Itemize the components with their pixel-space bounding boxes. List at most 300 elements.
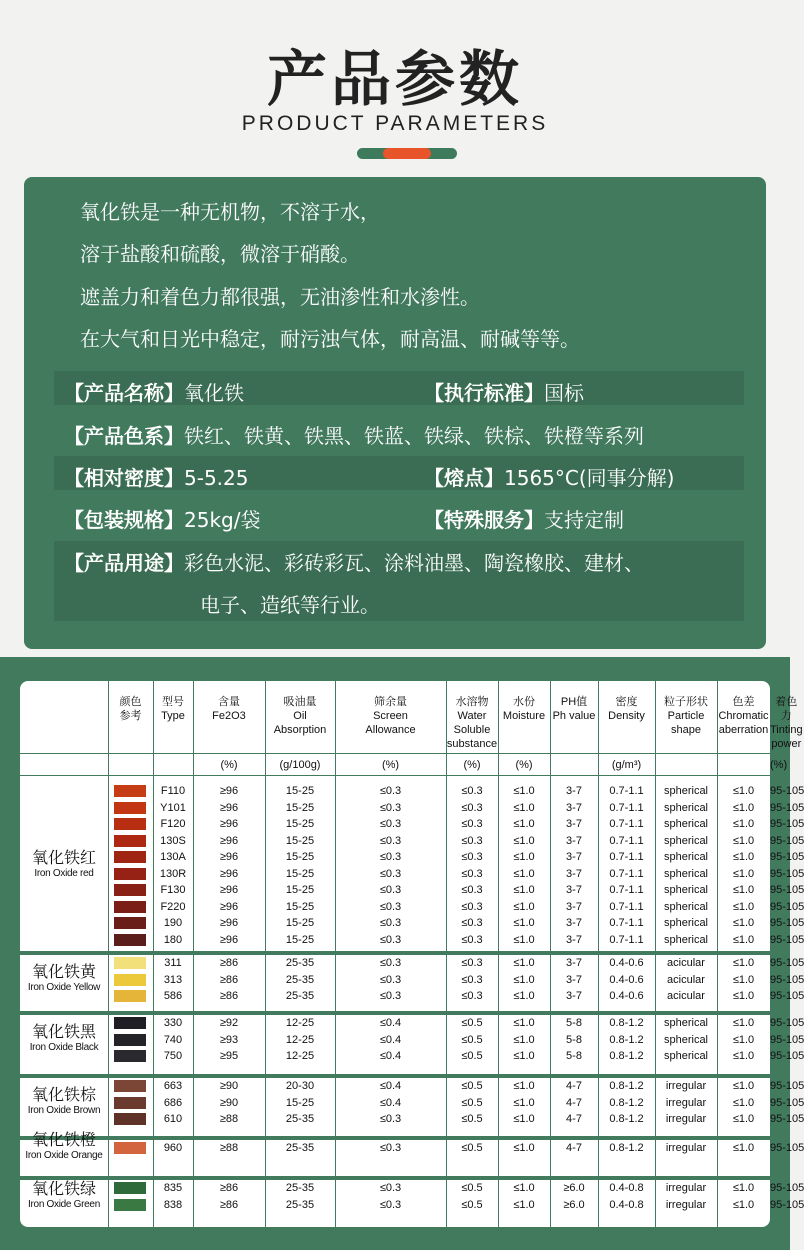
color-swatch xyxy=(114,934,146,946)
color-swatch xyxy=(114,802,146,814)
table-cell: 5-8 xyxy=(566,1050,582,1062)
table-cell: ≥92 xyxy=(219,1017,239,1029)
table-cell: ≥86 xyxy=(219,990,239,1002)
table-cell: 0.4-0.6 xyxy=(609,957,644,969)
table-cell: 95-105 xyxy=(770,851,804,863)
table-cell: ≥6.0 xyxy=(563,1198,585,1211)
table-cell: F130 xyxy=(160,884,186,896)
table-cell: 95-105 xyxy=(770,867,804,880)
unit-cell: (g/m³) xyxy=(611,759,642,771)
table-cell: 3-7 xyxy=(566,900,582,913)
color-swatch xyxy=(114,835,146,847)
column-header: 色差 Chromatic aberration xyxy=(718,696,769,736)
table-cell: ≤1.0 xyxy=(732,785,755,797)
spec-melting xyxy=(424,462,674,491)
table-cell: 15-25 xyxy=(285,933,315,946)
spec-value: 铁红、铁黄、铁黑、铁蓝、铁绿、铁棕、铁橙等系列 xyxy=(184,424,644,448)
table-cell: 0.8-1.2 xyxy=(609,1017,644,1029)
table-cell: ≤0.3 xyxy=(379,851,402,863)
table-cell: 3-7 xyxy=(566,834,582,847)
table-cell: ≥96 xyxy=(219,785,239,797)
table-cell: 663 xyxy=(163,1080,183,1092)
intro-line: 遮盖力和着色力都很强，无油渗性和水渗性。 xyxy=(80,285,480,309)
color-swatch xyxy=(114,901,146,913)
table-cell: ≤1.0 xyxy=(513,884,535,896)
table-cell: ≥86 xyxy=(219,957,239,969)
table-cell: 95-105 xyxy=(770,1198,804,1211)
column-header: 型号 Type xyxy=(161,696,185,722)
group-name xyxy=(20,1130,108,1162)
table-cell: 95-105 xyxy=(770,973,804,986)
table-cell: ≤1.0 xyxy=(732,917,755,929)
table-cell: acicular xyxy=(667,973,705,986)
table-cell: ≤0.3 xyxy=(461,867,483,880)
table-cell: ≤1.0 xyxy=(732,1033,755,1046)
table-cell: 0.7-1.1 xyxy=(609,801,644,814)
group-name-en: Iron Oxide Yellow xyxy=(27,981,101,993)
table-cell: ≥96 xyxy=(219,801,239,814)
table-cell: 25-35 xyxy=(285,990,315,1002)
table-cell: 0.4-0.8 xyxy=(609,1182,644,1194)
spec-label: 【熔点】 xyxy=(424,466,504,490)
table-cell: ≤1.0 xyxy=(732,867,755,880)
table-cell: 0.7-1.1 xyxy=(609,867,644,880)
table-cell: ≤0.3 xyxy=(379,801,402,814)
table-cell: ≤0.3 xyxy=(379,990,402,1002)
table-cell: ≤1.0 xyxy=(732,884,755,896)
table-cell: ≤1.0 xyxy=(513,900,535,913)
table-cell: 0.7-1.1 xyxy=(609,900,644,913)
table-cell: 311 xyxy=(164,957,182,969)
table-cell: ≤0.3 xyxy=(461,785,483,797)
table-cell: ≥96 xyxy=(219,884,239,896)
table-cell: ≥96 xyxy=(219,900,239,913)
color-swatch xyxy=(114,1182,146,1194)
spec-label: 【包装规格】 xyxy=(64,508,184,532)
table-cell: ≤0.3 xyxy=(461,933,483,946)
table-cell: ≤0.5 xyxy=(461,1198,483,1211)
unit-cell: (%) xyxy=(463,759,481,771)
table-cell: 12-25 xyxy=(285,1017,315,1029)
table-cell: 0.4-0.8 xyxy=(609,1198,644,1211)
table-cell: 95-105 xyxy=(770,801,804,814)
spec-value: 5-5.25 xyxy=(184,466,249,490)
spec-value: 支持定制 xyxy=(544,508,624,532)
table-cell: ≤1.0 xyxy=(513,917,535,929)
spec-value: 25kg/袋 xyxy=(184,508,261,532)
group-name-en: Iron Oxide Black xyxy=(29,1041,99,1053)
group-name-en: Iron Oxide Brown xyxy=(27,1104,101,1116)
color-swatch xyxy=(114,990,146,1002)
table-cell: 190 xyxy=(163,917,183,929)
table-cell: 835 xyxy=(163,1182,183,1194)
table-cell: ≤1.0 xyxy=(513,818,535,830)
table-cell: 95-105 xyxy=(770,1096,804,1109)
color-swatch xyxy=(114,818,146,830)
table-cell: ≤1.0 xyxy=(732,1113,755,1125)
table-cell: 95-105 xyxy=(770,1017,804,1029)
unit-cell: (%) xyxy=(220,759,238,771)
color-swatch xyxy=(114,1017,146,1029)
spec-value: 彩色水泥、彩砖彩瓦、涂料油墨、陶瓷橡胶、建材、 xyxy=(184,551,644,575)
table-cell: 15-25 xyxy=(285,884,315,896)
table-cell: ≤1.0 xyxy=(513,785,535,797)
title-decoration xyxy=(357,148,457,159)
table-cell: ≤1.0 xyxy=(732,834,755,847)
table-cell: 0.7-1.1 xyxy=(609,851,644,863)
table-cell: ≤1.0 xyxy=(732,900,755,913)
table-cell: 25-35 xyxy=(285,1198,315,1211)
table-cell: ≤1.0 xyxy=(732,1017,755,1029)
table-section xyxy=(0,657,804,1250)
table-cell: spherical xyxy=(663,867,709,880)
table-cell: ≤0.3 xyxy=(379,884,402,896)
table-cell: ≤0.3 xyxy=(379,973,402,986)
table-cell: acicular xyxy=(667,957,705,969)
table-cell: ≥95 xyxy=(219,1050,239,1062)
table-cell: 3-7 xyxy=(566,867,582,880)
table-cell: spherical xyxy=(663,1033,709,1046)
group-name-cn: 氧化铁绿 xyxy=(31,1178,96,1198)
table-cell: 0.4-0.6 xyxy=(609,973,644,986)
table-cell: ≤0.3 xyxy=(379,933,402,946)
table-cell: irregular xyxy=(665,1142,707,1154)
table-cell: ≤0.3 xyxy=(461,917,483,929)
group-name-cn: 氧化铁橙 xyxy=(31,1130,96,1150)
table-cell: 12-25 xyxy=(285,1033,315,1046)
table-cell: F220 xyxy=(160,900,186,913)
table-cell: ≤1.0 xyxy=(732,973,755,986)
table-cell: ≤0.3 xyxy=(379,834,402,847)
color-swatch xyxy=(114,1080,146,1092)
table-cell: ≤0.3 xyxy=(461,801,483,814)
table-cell: 95-105 xyxy=(770,1182,804,1194)
table-cell: Y101 xyxy=(160,801,186,814)
info-card xyxy=(24,177,766,649)
table-cell: ≤0.5 xyxy=(461,1050,483,1062)
table-cell: 3-7 xyxy=(566,957,582,969)
row-divider xyxy=(20,753,770,754)
table-cell: 15-25 xyxy=(285,801,315,814)
spec-label: 【执行标准】 xyxy=(424,381,544,405)
group-name xyxy=(20,848,108,880)
table-cell: ≤0.5 xyxy=(461,1142,483,1154)
table-cell: 15-25 xyxy=(285,867,315,880)
table-cell: ≤0.3 xyxy=(379,1182,402,1194)
column-header: 着色力 Tinting power xyxy=(770,696,803,750)
table-cell: spherical xyxy=(663,818,709,830)
table-cell: 25-35 xyxy=(285,1113,315,1125)
table-cell: 5-8 xyxy=(566,1033,582,1046)
color-swatch xyxy=(114,1142,146,1154)
table-cell: ≥86 xyxy=(219,973,239,986)
table-cell: spherical xyxy=(663,801,709,814)
table-cell: 15-25 xyxy=(285,851,315,863)
table-cell: ≤1.0 xyxy=(513,1080,535,1092)
table-cell: ≤1.0 xyxy=(732,818,755,830)
group-name xyxy=(20,1179,108,1211)
intro-line: 溶于盐酸和硫酸，微溶于硝酸。 xyxy=(80,242,360,266)
table-cell: 25-35 xyxy=(285,973,315,986)
table-cell: irregular xyxy=(665,1080,707,1092)
table-cell: 15-25 xyxy=(285,818,315,830)
group-name-cn: 氧化铁棕 xyxy=(31,1084,96,1104)
group-name-en: Iron Oxide Green xyxy=(28,1198,100,1210)
table-cell: ≥88 xyxy=(219,1113,239,1125)
table-cell: ≤1.0 xyxy=(732,1198,755,1211)
table-cell: ≤0.3 xyxy=(379,818,402,830)
page-subtitle: PRODUCT PARAMETERS xyxy=(241,112,549,135)
spec-density xyxy=(64,462,248,491)
column-header: 筛余量 Screen Allowance xyxy=(365,696,416,736)
column-header: 含量 Fe2O3 xyxy=(212,696,246,722)
table-cell: 3-7 xyxy=(566,818,582,830)
table-cell: 95-105 xyxy=(770,1050,804,1062)
column-header: 粒子形状 Particle shape xyxy=(664,696,708,736)
table-cell: 0.7-1.1 xyxy=(609,884,644,896)
table-cell: acicular xyxy=(667,990,705,1002)
unit-cell: (g/100g) xyxy=(279,759,321,771)
table-cell: 25-35 xyxy=(285,1142,315,1154)
table-cell: ≤1.0 xyxy=(513,1198,535,1211)
table-cell: 3-7 xyxy=(566,917,582,929)
group-name-cn: 氧化铁红 xyxy=(31,847,96,867)
table-cell: ≤0.3 xyxy=(461,818,483,830)
table-cell: 15-25 xyxy=(285,785,315,797)
table-cell: 130A xyxy=(160,851,186,863)
page-title: 产品参数 xyxy=(267,45,523,115)
table-cell: ≤0.3 xyxy=(461,900,483,913)
table-cell: 686 xyxy=(163,1096,183,1109)
column-header: 吸油量 Oil Absorption xyxy=(273,696,327,736)
table-cell: ≤1.0 xyxy=(513,1050,535,1062)
table-cell: ≤0.5 xyxy=(461,1096,483,1109)
table-cell: ≥96 xyxy=(219,834,239,847)
table-cell: 838 xyxy=(163,1198,183,1211)
table-cell: 3-7 xyxy=(566,933,582,946)
table-cell: ≤1.0 xyxy=(732,933,755,946)
table-cell: ≤0.4 xyxy=(379,1096,402,1109)
table-cell: 15-25 xyxy=(285,917,315,929)
table-cell: ≥88 xyxy=(219,1142,239,1154)
table-cell: 5-8 xyxy=(566,1017,582,1029)
table-cell: ≤1.0 xyxy=(513,834,535,847)
table-cell: 95-105 xyxy=(770,900,804,913)
table-cell: ≤0.3 xyxy=(461,851,483,863)
table-cell: ≤1.0 xyxy=(513,1113,535,1125)
table-cell: ≤0.4 xyxy=(379,1033,402,1046)
table-cell: 0.8-1.2 xyxy=(609,1096,644,1109)
table-cell: 95-105 xyxy=(770,917,804,929)
table-cell: 0.8-1.2 xyxy=(609,1050,644,1062)
intro-line: 氧化铁是一种无机物，不溶于水， xyxy=(80,200,380,224)
color-swatch xyxy=(114,1050,146,1062)
table-cell: ≤1.0 xyxy=(732,1080,755,1092)
group-name-cn: 氧化铁黄 xyxy=(31,961,96,981)
table-cell: F110 xyxy=(160,785,186,797)
table-cell: ≥96 xyxy=(219,818,239,830)
header xyxy=(0,0,790,178)
table-cell: irregular xyxy=(665,1182,707,1194)
table-cell: 95-105 xyxy=(770,818,804,830)
table-cell: ≤0.4 xyxy=(379,1050,402,1062)
table-cell: spherical xyxy=(663,917,709,929)
color-swatch xyxy=(114,957,146,969)
table-cell: ≤0.3 xyxy=(461,973,483,986)
table-cell: 95-105 xyxy=(770,834,804,847)
table-cell: 95-105 xyxy=(770,884,804,896)
table-cell: 95-105 xyxy=(770,1080,804,1092)
table-cell: 4-7 xyxy=(566,1080,582,1092)
table-cell: ≤0.3 xyxy=(379,1198,402,1211)
group-name-en: Iron Oxide red xyxy=(34,867,94,879)
table-cell: ≥96 xyxy=(219,917,239,929)
table-cell: ≤0.4 xyxy=(379,1080,402,1092)
table-cell: ≤1.0 xyxy=(513,867,535,880)
table-cell: 960 xyxy=(163,1142,183,1154)
table-cell: spherical xyxy=(663,834,709,847)
table-cell: 20-30 xyxy=(285,1080,315,1092)
table-cell: spherical xyxy=(663,884,709,896)
table-cell: 313 xyxy=(163,973,183,986)
table-cell: ≥90 xyxy=(219,1096,239,1109)
table-cell: ≤0.3 xyxy=(379,785,402,797)
color-swatch xyxy=(114,868,146,880)
table-cell: 3-7 xyxy=(566,990,582,1002)
table-cell: 25-35 xyxy=(285,1182,315,1194)
column-header: 密度 Density xyxy=(608,696,645,722)
table-cell: spherical xyxy=(663,933,709,946)
spec-standard xyxy=(424,377,584,406)
table-cell: 3-7 xyxy=(566,785,582,797)
table-cell: ≤1.0 xyxy=(732,1182,755,1194)
color-swatch xyxy=(114,785,146,797)
spec-value: 1565°C(同事分解) xyxy=(504,466,675,490)
table-cell: 12-25 xyxy=(285,1050,315,1062)
table-cell: ≥86 xyxy=(219,1182,239,1194)
table-cell: 15-25 xyxy=(285,1096,315,1109)
table-cell: ≤0.5 xyxy=(461,1033,483,1046)
table-cell: 3-7 xyxy=(566,801,582,814)
table-cell: 95-105 xyxy=(770,1033,804,1046)
table-cell: spherical xyxy=(663,785,709,797)
column-header: 水份 Moisture xyxy=(502,696,546,722)
table-cell: ≤1.0 xyxy=(513,851,535,863)
table-cell: ≤0.3 xyxy=(461,990,483,1002)
table-cell: ≤1.0 xyxy=(732,801,755,814)
table-cell: ≤1.0 xyxy=(513,1096,535,1109)
table-cell: 15-25 xyxy=(285,900,315,913)
spec-value: 国标 xyxy=(544,381,584,405)
table-cell: irregular xyxy=(665,1198,707,1211)
table-cell: ≤0.3 xyxy=(379,917,402,929)
spec-usage-cont: 电子、造纸等行业。 xyxy=(200,593,380,617)
spec-label: 【产品用途】 xyxy=(64,551,184,575)
table-cell: 586 xyxy=(163,990,183,1002)
table-cell: ≤1.0 xyxy=(513,1033,535,1046)
table-cell: 0.4-0.6 xyxy=(609,990,644,1002)
table-cell: ≥86 xyxy=(219,1198,239,1211)
table-cell: 4-7 xyxy=(566,1096,582,1109)
table-cell: 0.7-1.1 xyxy=(609,933,644,946)
unit-cell: (%) xyxy=(770,759,788,771)
table-cell: ≤1.0 xyxy=(513,1182,535,1194)
table-cell: 95-105 xyxy=(770,957,804,969)
table-cell: 0.8-1.2 xyxy=(609,1142,644,1154)
table-cell: ≤0.3 xyxy=(379,1142,402,1154)
table-cell: 95-105 xyxy=(770,933,804,946)
unit-cell: (%) xyxy=(515,759,533,771)
table-cell: ≤1.0 xyxy=(513,1142,535,1154)
group-name-en: Iron Oxide Orange xyxy=(25,1150,103,1162)
spec-name xyxy=(64,377,244,406)
table-cell: spherical xyxy=(663,851,709,863)
table-cell: 25-35 xyxy=(285,957,315,969)
table-cell: 4-7 xyxy=(566,1142,582,1154)
table-cell: spherical xyxy=(663,1050,709,1062)
table-cell: 95-105 xyxy=(770,785,804,797)
table-cell: ≤0.3 xyxy=(461,834,483,847)
table-cell: ≤1.0 xyxy=(732,1142,755,1154)
table-cell: 740 xyxy=(163,1033,183,1046)
table-cell: 3-7 xyxy=(566,851,582,863)
table-cell: ≤1.0 xyxy=(513,1017,535,1029)
table-cell: irregular xyxy=(665,1113,707,1125)
table-cell: ≤1.0 xyxy=(732,957,755,969)
table-cell: 3-7 xyxy=(566,973,582,986)
table-cell: 4-7 xyxy=(566,1113,582,1125)
table-cell: ≤1.0 xyxy=(732,1096,755,1109)
spec-value: 氧化铁 xyxy=(184,381,244,405)
spec-label: 【相对密度】 xyxy=(64,466,184,490)
table-cell: ≤0.3 xyxy=(379,867,402,880)
table-cell: spherical xyxy=(663,900,709,913)
table-cell: 610 xyxy=(163,1113,183,1125)
color-swatch xyxy=(114,974,146,986)
table-cell: 3-7 xyxy=(566,884,582,896)
table-cell: ≤1.0 xyxy=(732,990,755,1002)
table-cell: ≤0.3 xyxy=(379,900,402,913)
table-cell: ≤0.3 xyxy=(461,884,483,896)
table-cell: ≤0.5 xyxy=(461,1113,483,1125)
table-cell: 95-105 xyxy=(770,990,804,1002)
table-cell: ≤1.0 xyxy=(513,973,535,986)
spec-package xyxy=(64,504,260,533)
table-cell: ≥96 xyxy=(219,933,239,946)
column-header: PH值 Ph value xyxy=(552,696,596,722)
table-cell: F120 xyxy=(160,818,186,830)
table-cell: ≤1.0 xyxy=(732,1050,755,1062)
table-cell: 0.8-1.2 xyxy=(609,1033,644,1046)
table-cell: 0.8-1.2 xyxy=(609,1113,644,1125)
table-cell: 0.7-1.1 xyxy=(609,834,644,847)
spec-label: 【特殊服务】 xyxy=(424,508,544,532)
table-cell: 0.7-1.1 xyxy=(609,785,644,797)
unit-cell: (%) xyxy=(381,759,400,771)
intro-line: 在大气和日光中稳定，耐污浊气体，耐高温、耐碱等等。 xyxy=(80,327,580,351)
group-name xyxy=(20,1085,108,1117)
table-cell: 95-105 xyxy=(770,1142,804,1154)
color-swatch xyxy=(114,1034,146,1046)
table-cell: ≤1.0 xyxy=(732,851,755,863)
table-cell: ≤0.4 xyxy=(379,1017,402,1029)
table-cell: 0.7-1.1 xyxy=(609,818,644,830)
table-cell: ≥90 xyxy=(219,1080,239,1092)
table-cell: 95-105 xyxy=(770,1113,804,1125)
color-swatch xyxy=(114,1097,146,1109)
table-cell: ≤0.3 xyxy=(379,1113,402,1125)
table-cell: 750 xyxy=(163,1050,183,1062)
